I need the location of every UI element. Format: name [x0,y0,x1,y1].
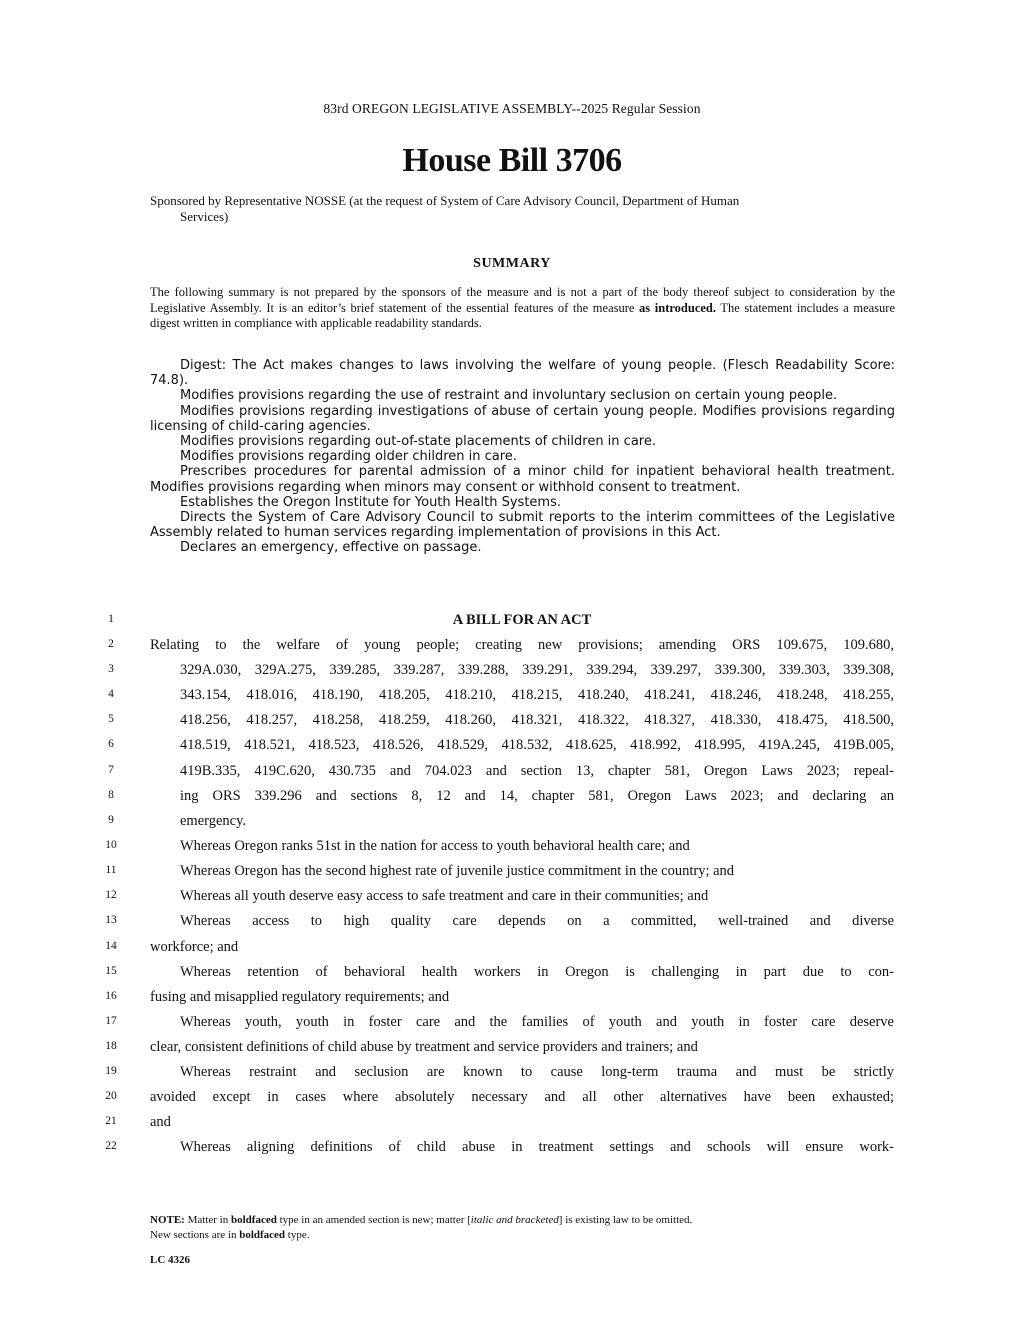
bill-line: 329A.030, 329A.275, 339.285, 339.287, 339.288, 339.291, 339.294, 339.297, 339.300, 339.303, 339.308, [180,662,894,678]
digest-paragraph: Establishes the Oregon Institute for Youth Health Systems. [180,494,561,510]
digest-paragraph: Digest: The Act makes changes to laws involving the welfare of young people. (Flesch Readability Score: 74.8). [150,358,895,389]
act-heading: A BILL FOR AN ACT [452,612,592,628]
bill-line: avoided except in cases where absolutely necessary and all other alternatives have been exhausted; [150,1089,894,1105]
summary-intro-text-2: The statement includes a measure digest written in compliance with applicable readability standards. [150,300,895,330]
line-number: 21 [105,1115,117,1127]
bill-line: Whereas all youth deserve easy access to safe treatment and care in their communities; and [180,888,709,904]
note-text: ] is existing law to be omitted. [558,1214,693,1226]
lc-number: LC 4326 [150,1254,191,1266]
bill-line: Whereas aligning definitions of child abuse in treatment settings and schools will ensure work- [180,1139,894,1155]
bill-line: workforce; and [150,939,239,955]
sponsor-statement [150,193,895,225]
line-number: 3 [108,663,114,675]
bill-line: Whereas retention of behavioral health workers in Oregon is challenging in part due to con- [180,964,894,980]
line-number: 2 [108,638,114,650]
line-number: 4 [108,688,114,700]
bill-line: 419B.335, 419C.620, 430.735 and 704.023 and section 13, chapter 581, Oregon Laws 2023; repeal- [180,763,894,779]
line-number: 5 [108,713,114,725]
measure-digest [150,358,895,556]
footer-note [150,1213,895,1243]
digest-paragraph: Directs the System of Care Advisory Council to submit reports to the interim committees of the Legislative Assembly related to human services regarding implementation of provisions in this Act. [150,510,895,541]
bill-title: House Bill 3706 [402,142,622,179]
line-number: 12 [105,889,117,901]
note-italic: italic and bracketed [470,1214,559,1226]
bill-line: fusing and misapplied regulatory requirements; and [150,989,450,1005]
line-number: 7 [108,764,114,776]
line-number: 15 [105,965,117,977]
digest-paragraph: Declares an emergency, effective on passage. [180,540,482,556]
digest-paragraph: Modifies provisions regarding the use of restraint and involuntary seclusion on certain young people. [180,388,838,404]
line-number: 13 [105,914,117,926]
digest-paragraph: Modifies provisions regarding out-of-state placements of children in care. [180,434,656,450]
line-number: 10 [105,839,117,851]
sponsor-line-1: Sponsored by Representative NOSSE (at the request of System of Care Advisory Council, Department of Human [150,193,740,208]
line-number: 20 [105,1090,117,1102]
bill-line: Relating to the welfare of young people; creating new provisions; amending ORS 109.675, 109.680, [150,637,894,653]
line-number: 11 [105,864,117,876]
line-number: 6 [108,738,114,750]
digest-paragraph: Modifies provisions regarding older children in care. [180,449,517,465]
digest-paragraph: Modifies provisions regarding investigations of abuse of certain young people. Modifies provisions regarding licensing of child-caring agencies. [150,403,895,434]
line-number: 17 [105,1015,117,1027]
line-number: 16 [105,990,117,1002]
note-text: type. [285,1229,310,1241]
summary-intro-bold: as introduced. [639,300,717,315]
note-text: New sections are in [150,1229,240,1241]
bill-line: 343.154, 418.016, 418.190, 418.205, 418.210, 418.215, 418.240, 418.241, 418.246, 418.248, 418.255, [180,687,894,703]
bill-line: Whereas youth, youth in foster care and the families of youth and youth in foster care deserve [180,1014,894,1030]
bill-line: clear, consistent definitions of child abuse by treatment and service providers and trainers; and [150,1039,698,1055]
line-number: 19 [105,1065,117,1077]
bill-line: 418.256, 418.257, 418.258, 418.259, 418.260, 418.321, 418.322, 418.327, 418.330, 418.475, 418.500, [180,712,894,728]
bill-line: and [150,1114,171,1130]
bill-line: Whereas access to high quality care depends on a committed, well-trained and diverse [180,913,894,929]
line-number: 8 [108,789,114,801]
note-bold: boldfaced [239,1229,286,1241]
bill-line: Whereas Oregon has the second highest rate of juvenile justice commitment in the country; and [180,863,735,879]
session-header: 83rd OREGON LEGISLATIVE ASSEMBLY--2025 Regular Session [323,101,701,116]
summary-intro [150,285,895,332]
note-label: NOTE: [150,1214,185,1226]
note-bold: boldfaced [230,1214,277,1226]
line-number: 1 [108,613,114,625]
bill-line: 418.519, 418.521, 418.523, 418.526, 418.529, 418.532, 418.625, 418.992, 418.995, 419A.245, 419B.005, [180,737,894,753]
bill-line: Whereas restraint and seclusion are known to cause long-term trauma and must be strictly [180,1064,894,1080]
note-text: type in an amended section is new; matter [ [276,1214,471,1226]
sponsor-line-2: Services) [180,209,229,224]
summary-heading: SUMMARY [473,256,551,271]
line-number: 14 [105,940,117,952]
digest-paragraph: Prescribes procedures for parental admission of a minor child for inpatient behavioral health treatment. Modifies provisions regarding when minors may consent or withhold consent to treatment. [150,464,895,495]
summary-intro-text-1: The following summary is not prepared by the sponsors of the measure and is not a part of the body thereof subject to consideration by the Legislative Assembly. It is an editor’s brief statement of the essential features of the measure [150,285,895,315]
note-text: Matter in [184,1214,231,1226]
bill-line: Whereas Oregon ranks 51st in the nation for access to youth behavioral health care; and [180,838,690,854]
line-number: 18 [105,1040,117,1052]
bill-line: emergency. [180,813,247,829]
line-number: 9 [108,814,114,826]
bill-line: ing ORS 339.296 and sections 8, 12 and 14, chapter 581, Oregon Laws 2023; and declaring an [180,788,894,804]
line-number: 22 [105,1140,117,1152]
